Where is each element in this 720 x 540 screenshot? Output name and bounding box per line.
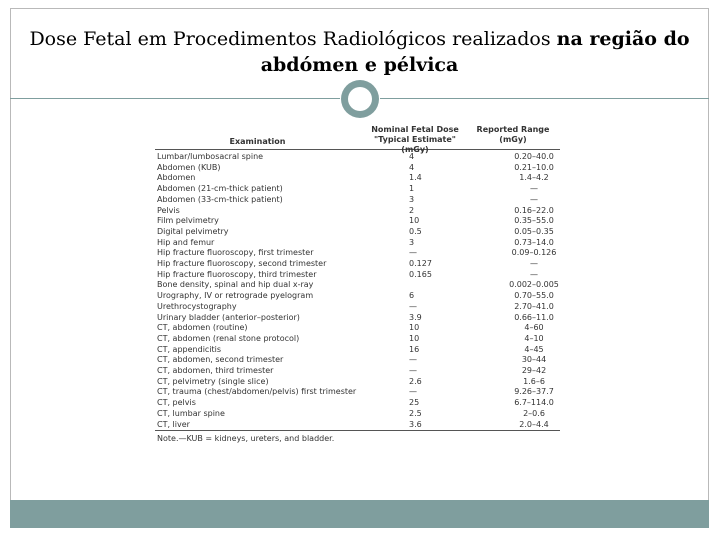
cell-nominal-dose: 0.5 — [409, 226, 422, 236]
table-row — [155, 280, 564, 291]
cell-examination: Lumbar/lumbosacral spine — [157, 152, 264, 161]
table-row — [155, 313, 564, 324]
table-row — [155, 248, 564, 259]
header-nominal-dose — [365, 125, 465, 155]
title-divider-right — [380, 98, 709, 99]
cell-reported-range: 0.35–55.0 — [514, 216, 554, 226]
title-divider-left — [10, 98, 340, 99]
cell-nominal-dose: 10 — [409, 333, 420, 343]
cell-reported-range: 0.05–0.35 — [514, 226, 554, 236]
header-nominal-line2: "Typical Estimate" (mGy) — [374, 135, 456, 154]
table-row — [155, 323, 564, 334]
cell-nominal-dose: 3 — [409, 194, 415, 204]
header-reported-range — [473, 125, 553, 145]
cell-examination: Bone density, spinal and hip dual x-ray — [157, 280, 314, 290]
cell-nominal-dose: 10 — [409, 216, 420, 226]
cell-nominal-dose: 1 — [409, 184, 415, 194]
cell-examination: Urography, IV or retrograde pyelogram — [157, 291, 314, 301]
cell-nominal-dose: 4 — [409, 152, 415, 161]
cell-nominal-dose: — — [409, 355, 417, 365]
cell-reported-range: 1.4–4.2 — [519, 173, 549, 183]
cell-nominal-dose: 2.6 — [409, 376, 422, 386]
table-row — [155, 173, 564, 184]
table-row — [155, 195, 564, 206]
table-row — [155, 345, 564, 356]
cell-examination: Abdomen (KUB) — [157, 162, 221, 172]
dose-table-body — [155, 152, 564, 430]
cell-nominal-dose: 10 — [409, 323, 420, 333]
cell-reported-range: — — [530, 194, 538, 204]
cell-nominal-dose: 4 — [409, 162, 415, 172]
cell-examination: CT, liver — [157, 419, 190, 429]
cell-reported-range: 4–60 — [524, 323, 544, 333]
table-row — [155, 238, 564, 249]
cell-reported-range: 0.09–0.126 — [511, 248, 557, 258]
cell-examination: Hip fracture fluoroscopy, third trimester — [157, 269, 317, 279]
table-row — [155, 206, 564, 217]
cell-reported-range: 1.6–6 — [523, 376, 545, 386]
cell-examination: Hip fracture fluoroscopy, second trimester — [157, 259, 327, 269]
cell-reported-range: 0.002–0.005 — [509, 280, 559, 290]
cell-nominal-dose: 16 — [409, 344, 420, 354]
ring-ornament — [341, 80, 379, 118]
table-row — [155, 270, 564, 281]
cell-nominal-dose: 3.6 — [409, 419, 422, 429]
cell-reported-range: 2–0.6 — [523, 408, 545, 418]
cell-reported-range: 0.66–11.0 — [514, 312, 554, 322]
cell-examination: Film pelvimetry — [157, 216, 219, 226]
cell-examination: CT, abdomen (renal stone protocol) — [157, 333, 300, 343]
cell-examination: CT, abdomen, second trimester — [157, 355, 284, 365]
header-range-line1: Reported Range — [476, 125, 550, 134]
title-part1: Dose Fetal em Procedimentos Radiológicos realizados — [29, 28, 551, 50]
table-row — [155, 259, 564, 270]
table-row — [155, 409, 564, 420]
cell-nominal-dose: — — [409, 366, 417, 376]
cell-nominal-dose: 0.165 — [409, 269, 432, 279]
cell-reported-range: 0.21–10.0 — [514, 162, 554, 172]
table-row — [155, 184, 564, 195]
footer-bar — [10, 500, 709, 528]
table-row — [155, 387, 564, 398]
table-row — [155, 420, 564, 431]
cell-nominal-dose: — — [409, 387, 417, 397]
table-row — [155, 377, 564, 388]
cell-examination: Pelvis — [157, 205, 180, 215]
cell-examination: Hip fracture fluoroscopy, first trimester — [157, 248, 314, 258]
title-line2: abdómen e pélvica — [260, 54, 459, 76]
table-row — [155, 366, 564, 377]
table-row — [155, 334, 564, 345]
header-rule — [155, 149, 560, 150]
table-header — [155, 122, 560, 154]
cell-nominal-dose: 3 — [409, 237, 415, 247]
cell-reported-range: 0.16–22.0 — [514, 205, 554, 215]
cell-nominal-dose: — — [409, 301, 417, 311]
cell-nominal-dose — [397, 280, 504, 291]
cell-nominal-dose: 25 — [409, 398, 420, 408]
table-row — [155, 227, 564, 238]
cell-nominal-dose: 6 — [409, 291, 415, 301]
table-row — [155, 152, 564, 163]
cell-reported-range: — — [530, 269, 538, 279]
cell-reported-range: — — [530, 259, 538, 269]
cell-reported-range: 2.0–4.4 — [519, 419, 549, 429]
cell-reported-range: 0.20–40.0 — [514, 152, 554, 161]
cell-examination: Hip and femur — [157, 237, 215, 247]
table-row — [155, 216, 564, 227]
cell-examination: Abdomen (21-cm-thick patient) — [157, 184, 283, 194]
header-nominal-line1: Nominal Fetal Dose — [371, 125, 459, 134]
cell-nominal-dose: 3.9 — [409, 312, 422, 322]
cell-reported-range: — — [530, 184, 538, 194]
cell-reported-range: 0.70–55.0 — [514, 291, 554, 301]
cell-reported-range: 2.70–41.0 — [514, 301, 554, 311]
cell-reported-range: 4–10 — [524, 333, 544, 343]
table-row — [155, 398, 564, 409]
cell-examination: CT, abdomen (routine) — [157, 323, 248, 333]
slide-title — [10, 26, 709, 78]
cell-examination: CT, lumbar spine — [157, 408, 225, 418]
cell-examination: CT, pelvimetry (single slice) — [157, 376, 269, 386]
cell-examination: Abdomen (33-cm-thick patient) — [157, 194, 283, 204]
cell-examination: Urinary bladder (anterior–posterior) — [157, 312, 300, 322]
cell-nominal-dose: 2 — [409, 205, 415, 215]
cell-reported-range: 4–45 — [524, 344, 544, 354]
cell-examination: Digital pelvimetry — [157, 226, 229, 236]
cell-reported-range: 9.26–37.7 — [514, 387, 554, 397]
cell-nominal-dose: — — [409, 248, 417, 258]
title-part2: na região do — [556, 28, 690, 50]
table-note: Note.—KUB = kidneys, ureters, and bladder. — [157, 434, 335, 444]
header-range-line2: (mGy) — [499, 135, 527, 144]
cell-nominal-dose: 1.4 — [409, 173, 422, 183]
cell-reported-range: 29–42 — [521, 366, 547, 376]
cell-examination: CT, abdomen, third trimester — [157, 366, 274, 376]
cell-examination: CT, pelvis — [157, 398, 196, 408]
cell-reported-range: 6.7–114.0 — [514, 398, 554, 408]
table-row — [155, 355, 564, 366]
table-row — [155, 163, 564, 174]
cell-nominal-dose: 2.5 — [409, 408, 422, 418]
cell-nominal-dose: 0.127 — [409, 259, 432, 269]
cell-examination: Urethrocystography — [157, 301, 237, 311]
cell-examination: Abdomen — [157, 173, 196, 183]
table-row — [155, 291, 564, 302]
cell-examination: CT, trauma (chest/abdomen/pelvis) first trimester — [157, 387, 357, 397]
footer-rule — [155, 430, 560, 431]
dose-table — [155, 122, 560, 443]
cell-examination: CT, appendicitis — [157, 344, 222, 354]
cell-reported-range: 0.73–14.0 — [514, 237, 554, 247]
table-row — [155, 302, 564, 313]
cell-reported-range: 30–44 — [521, 355, 547, 365]
header-examination: Examination — [229, 137, 286, 146]
